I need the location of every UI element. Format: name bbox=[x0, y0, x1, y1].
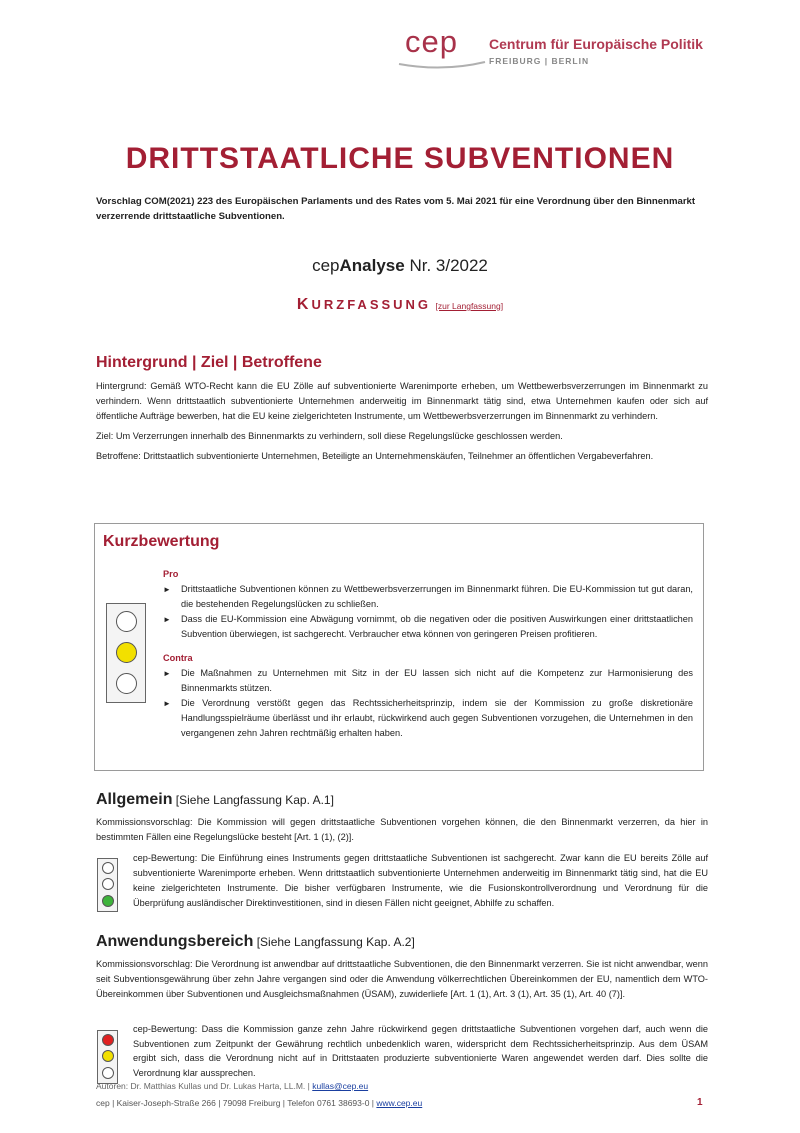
betroffene-label: Betroffene: bbox=[96, 451, 141, 461]
allgemein-title: Allgemein bbox=[96, 791, 173, 808]
org-name: Centrum für Europäische Politik bbox=[489, 36, 703, 52]
contra-list bbox=[163, 666, 693, 741]
allgemein-k-text: Die Kommission will gegen drittstaatliche Subventionen vorgehen können, die den Binnenmarkt verzerren, da hier in bestimmten Fällen eine Regelungslücke besteht [Art. 1 (1), (2)]. bbox=[96, 817, 708, 842]
contra-item: ► Die Verordnung verstößt gegen das Rechtssicherheitsprinzip, indem sie der Kommission zu große diskretionäre Handlungsspielräume überlässt und ihr erlaubt, rückwirkend auch gegen Subventionen vorzugehen, die Unternehmen in den vergangenen zehn Jahren rechtmäßig erhalten haben. bbox=[163, 696, 693, 741]
traffic-light-allgemein bbox=[97, 858, 118, 912]
subtitle: Vorschlag COM(2021) 223 des Europäischen Parlaments und des Rates vom 5. Mai 2021 für eine Verordnung über den Binnenmarkt verzerrende drittstaatliche Subventionen. bbox=[96, 196, 696, 222]
kurzbewertung-heading: Kurzbewertung bbox=[103, 533, 220, 550]
anwendung-k-label: Kommissionsvorschlag: bbox=[96, 959, 193, 969]
footer-authors bbox=[96, 1081, 368, 1091]
light-yellow-icon bbox=[102, 1050, 114, 1062]
ziel-body: Um Verzerrungen innerhalb des Binnenmarkts zu verhindern, soll diese Regelungslücke geschlossen werden. bbox=[113, 431, 563, 441]
kurzfassung-first: K bbox=[296, 296, 312, 313]
analysis-nr: Nr. 3/2022 bbox=[404, 256, 488, 275]
pro-label: Pro bbox=[163, 569, 179, 579]
anwendung-k-text: Die Verordnung ist anwendbar auf drittstaatliche Subventionen, die den Binnenmarkt verzerren. Sie ist nicht anwendbar, wenn seit Subventionsgewährung über zehn Jahre vergangen sind oder die Anwendung völkerrechtlichen Übereinkommen der EU, namentlich dem WTO-Übereinkommen über Subventionen und Ausgleichsmaßnahmen (ÜSAM), zuwiderliefe [Art. 1 (1), Art. 3 (1), Art. 35 (1), Art. 40 (7)]. bbox=[96, 959, 708, 999]
section-allgemein-heading bbox=[96, 791, 334, 809]
langfassung-link[interactable]: [zur Langfassung] bbox=[435, 301, 504, 311]
anwendung-title: Anwendungsbereich bbox=[96, 933, 254, 950]
pro-item: ► Drittstaatliche Subventionen können zu Wettbewerbsverzerrungen im Binnenmarkt führen. Die EU-Kommission tut gut daran, die bestehenden Regelungslücken zu schließen. bbox=[163, 582, 693, 612]
light-red-icon bbox=[102, 1034, 114, 1046]
hintergrund-paragraph bbox=[96, 379, 708, 424]
light-middle-yellow-icon bbox=[116, 642, 137, 663]
website-link[interactable]: www.cep.eu bbox=[376, 1098, 423, 1108]
address-text: cep | Kaiser-Joseph-Straße 266 | 79098 Freiburg | Telefon 0761 38693-0 | bbox=[96, 1098, 377, 1108]
ziel-paragraph bbox=[96, 429, 708, 444]
allgemein-cep bbox=[133, 851, 708, 911]
allgemein-ref: [Siehe Langfassung Kap. A.1] bbox=[172, 793, 334, 807]
anwendung-cep bbox=[133, 1022, 708, 1080]
anwendung-ref: [Siehe Langfassung Kap. A.2] bbox=[253, 935, 415, 949]
kurzfassung-heading bbox=[0, 296, 800, 314]
traffic-light-anwendung bbox=[97, 1030, 118, 1084]
light-off-icon bbox=[102, 878, 114, 890]
anwendung-kommission bbox=[96, 957, 708, 1002]
page-number: 1 bbox=[697, 1097, 703, 1108]
kurzfassung-rest: URZFASSUNG bbox=[311, 297, 432, 312]
section-anwendung-heading bbox=[96, 933, 415, 951]
contra-item: ► Die Maßnahmen zu Unternehmen mit Sitz in der EU lassen sich nicht auf die Kompetenz zur Harmonisierung des Binnenmarkts stützen. bbox=[163, 666, 693, 696]
logo-text: cep bbox=[405, 24, 458, 59]
page-title: DRITTSTAATLICHE SUBVENTIONEN bbox=[125, 142, 675, 175]
betroffene-paragraph bbox=[96, 449, 708, 464]
authors-text: Autoren: Dr. Matthias Kullas und Dr. Lukas Harta, LL.M. | bbox=[96, 1081, 313, 1091]
analysis-number bbox=[0, 256, 800, 276]
analysis-bold: Analyse bbox=[339, 256, 405, 275]
allgemein-kommission bbox=[96, 815, 708, 845]
hintergrund-label: Hintergrund: bbox=[96, 381, 147, 391]
anwendung-c-text: Dass die Kommission ganze zehn Jahre rückwirkend gegen drittstaatliche Subventionen vorgehen darf, auch wenn die Subventionen zum Zeitpunkt der Gewährung rechtlich unbedenklich waren, widerspricht dem Rechtssicherheitsprinzip. Aus dem ÜSAM ergibt sich, dass die Verordnung nicht auf in Drittstaaten produzierte subventionierte Waren angewendet werden darf. Dies sollte die Verordnung klar aussprechen. bbox=[133, 1024, 708, 1078]
light-top-off-icon bbox=[116, 611, 137, 632]
light-off-icon bbox=[102, 1067, 114, 1079]
allgemein-c-label: cep-Bewertung: bbox=[133, 853, 198, 863]
allgemein-k-label: Kommissionsvorschlag: bbox=[96, 817, 193, 827]
hintergrund-body: Gemäß WTO-Recht kann die EU Zölle auf subventionierte Warenimporte erheben, um Wettbewerbsverzerrungen im Binnenmarkt zu verhindern. Wenn drittstaatlich subventionierte Unternehmen anderweitig im Binnenmarkt tätig sind, etwa Unternehmen kaufen oder sich auf öffentliche Aufträge bewerben, hat die EU keine zielgerichteten Instrumente, um Wettbewerbsverzerrungen im Binnenmarkt zu verhindern. bbox=[96, 381, 708, 421]
light-off-icon bbox=[102, 862, 114, 874]
traffic-light-main bbox=[106, 603, 146, 703]
contra-label: Contra bbox=[163, 653, 193, 663]
hintergrund-text bbox=[96, 379, 708, 464]
betroffene-body: Drittstaatlich subventionierte Unternehmen, Beteiligte an Unternehmenskäufen, Teilnehmer an öffentlichen Vergabeverfahren. bbox=[140, 451, 654, 461]
cep-logo bbox=[393, 24, 493, 72]
analysis-prefix: cep bbox=[312, 256, 340, 275]
anwendung-c-label: cep-Bewertung: bbox=[133, 1024, 198, 1034]
kurzbewertung-content bbox=[163, 567, 693, 741]
section-hintergrund-heading: Hintergrund | Ziel | Betroffene bbox=[96, 354, 322, 371]
ziel-label: Ziel: bbox=[96, 431, 114, 441]
light-bottom-off-icon bbox=[116, 673, 137, 694]
pro-item: ► Dass die EU-Kommission eine Abwägung vornimmt, ob die negativen oder die positiven Auswirkungen einer drittstaatlichen Subvention überwiegen, ist sachgerecht. Verbraucher etwa können von geringeren Preisen profitieren. bbox=[163, 612, 693, 642]
pro-list bbox=[163, 582, 693, 642]
light-green-icon bbox=[102, 895, 114, 907]
allgemein-c-text: Die Einführung eines Instruments gegen drittstaatliche Subventionen ist sachgerecht. Zwar kann die EU bereits Zölle auf subventionierte Warenimporte erheben. Wenn drittstaatlich subventionierte Unternehmen anderweitig im Binnenmarkt tätig sind, hat die EU keine zielgerichteten Instrumente. Die bisher verfügbaren Instrumente, wie die Fusionskontrollverordnung und Verordnung für die Überprüfung ausländischer Direktinvestitionen, sind in diesen Fällen nicht geeignet, Abhilfe zu schaffen. bbox=[133, 853, 708, 908]
author-email-link[interactable]: kullas@cep.eu bbox=[312, 1081, 369, 1091]
org-locations: FREIBURG | BERLIN bbox=[489, 56, 590, 66]
footer-address bbox=[96, 1098, 422, 1108]
